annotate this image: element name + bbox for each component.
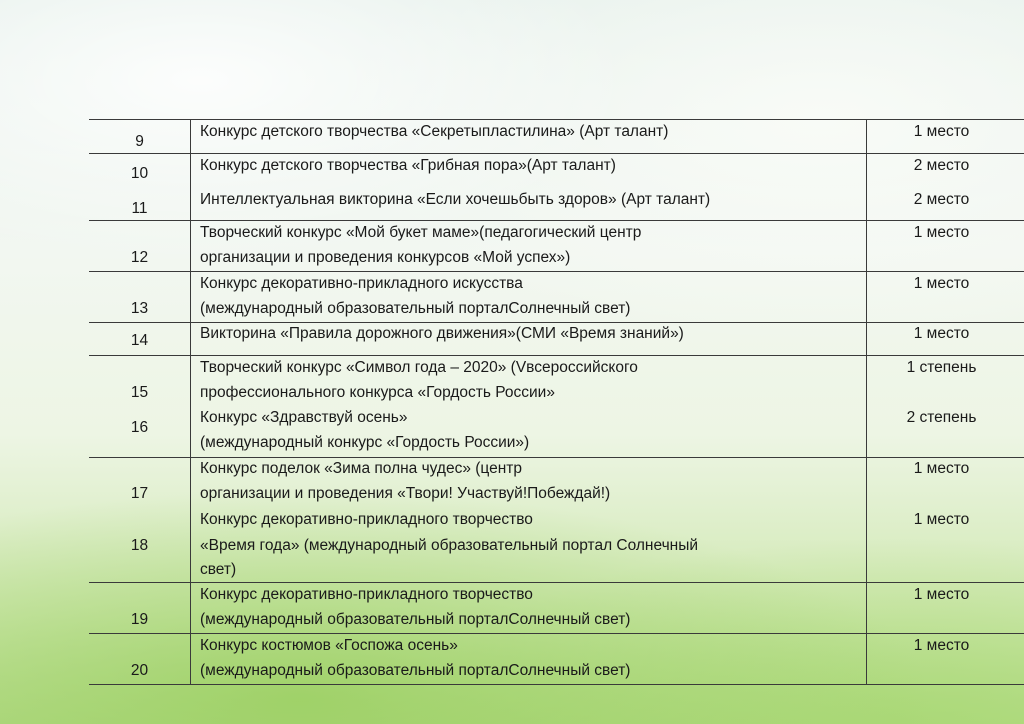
row-place: 1 место <box>913 224 970 241</box>
table-row <box>89 119 1024 153</box>
number-cell <box>89 458 190 582</box>
row-text: Конкурс поделок «Зима полна чудес» (центр <box>200 460 523 477</box>
row-text: (международный образовательный порталСолнечный свет) <box>200 662 631 679</box>
row-place: 1 место <box>913 325 970 342</box>
row-number: 19 <box>130 611 149 628</box>
row-text: Конкурс декоративно-прикладного искусства <box>200 275 523 292</box>
row-text: (международный образовательный порталСолнечный свет) <box>200 611 631 628</box>
row-number: 10 <box>130 165 149 182</box>
table-row <box>89 271 1024 322</box>
table-row <box>89 220 1024 271</box>
awards-table <box>89 119 1024 685</box>
row-text: Конкурс «Здравствуй осень» <box>200 409 408 426</box>
number-cell <box>89 356 190 457</box>
row-text: Интеллектуальная викторина «Если хочешьбыть здоров» (Арт талант) <box>200 191 711 208</box>
row-text: организации и проведения «Твори! Участвуй!Побеждай!) <box>200 485 611 502</box>
row-text: Конкурс декоративно-прикладного творчество <box>200 586 533 603</box>
row-text: свет) <box>200 561 237 578</box>
table-row <box>89 153 1024 220</box>
table-row <box>89 322 1024 355</box>
table-row <box>89 582 1024 633</box>
row-place: 2 место <box>913 191 970 208</box>
row-number: 15 <box>130 384 149 401</box>
row-place: 1 место <box>913 275 970 292</box>
table-row <box>89 633 1024 685</box>
row-text: профессионального конкурса «Гордость России» <box>200 384 555 401</box>
row-text: Викторина «Правила дорожного движения»(СМИ «Время знаний») <box>200 325 684 342</box>
table-row <box>89 355 1024 457</box>
row-place: 1 место <box>913 511 970 528</box>
row-number: 20 <box>130 662 149 679</box>
row-number: 12 <box>130 249 149 266</box>
row-number: 9 <box>135 133 144 150</box>
row-number: 14 <box>130 332 149 349</box>
row-place: 1 место <box>913 460 970 477</box>
row-text: Конкурс костюмов «Госпожа осень» <box>200 637 458 654</box>
row-text: Конкурс декоративно-прикладного творчество <box>200 511 533 528</box>
row-text: Творческий конкурс «Символ года – 2020» (Vвсероссийского <box>200 359 638 376</box>
row-text: Конкурс детского творчества «Грибная пора»(Арт талант) <box>200 157 616 174</box>
row-number: 16 <box>130 419 149 436</box>
row-place: 1 место <box>913 123 970 140</box>
row-number: 17 <box>130 485 149 502</box>
row-number: 18 <box>130 537 149 554</box>
row-number: 11 <box>131 200 148 217</box>
row-place: 2 место <box>913 157 970 174</box>
row-text: организации и проведения конкурсов «Мой успех») <box>200 249 571 266</box>
row-place: 1 место <box>913 586 970 603</box>
row-text: Творческий конкурс «Мой букет маме»(педагогический центр <box>200 224 642 241</box>
row-place: 1 место <box>913 637 970 654</box>
row-text: (международный образовательный порталСолнечный свет) <box>200 300 631 317</box>
row-place: 2 степень <box>906 409 977 426</box>
table-row <box>89 457 1024 582</box>
row-text: (международный конкурс «Гордость России») <box>200 434 530 451</box>
row-text: «Время года» (международный образовательный портал Солнечный <box>200 537 699 554</box>
row-place: 1 степень <box>906 359 977 376</box>
row-text: Конкурс детского творчества «Секретыпластилина» (Арт талант) <box>200 123 669 140</box>
row-number: 13 <box>130 300 149 317</box>
